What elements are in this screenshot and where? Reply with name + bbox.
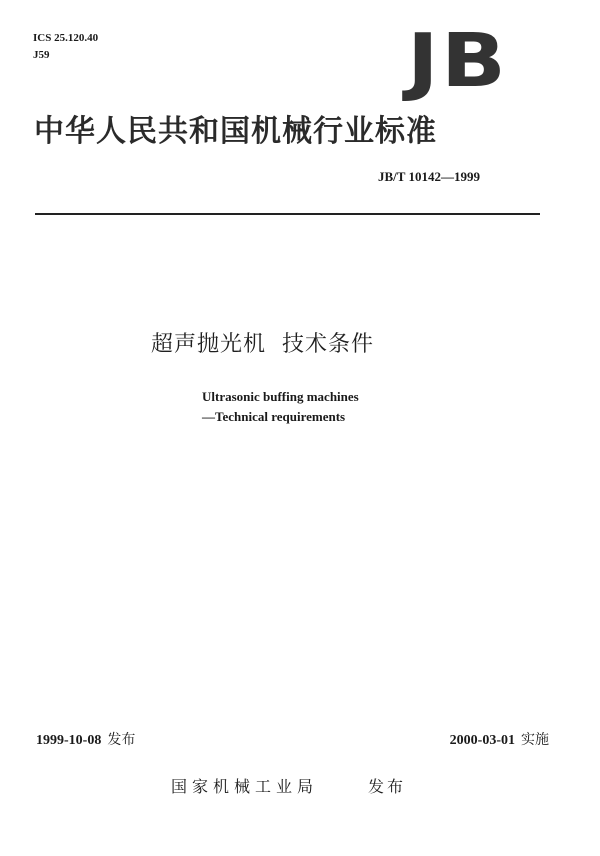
standard-category-title: 中华人民共和国机械行业标准: [34, 114, 437, 149]
title-en-line-1: Ultrasonic buffing machines: [202, 389, 359, 404]
document-title-chinese: 超声抛光机 技术条件: [151, 332, 374, 357]
issuing-authority: 国家机械工业局: [171, 777, 319, 796]
header-divider: [35, 213, 540, 215]
effective-label: 实施: [521, 732, 549, 748]
issuing-action: 发布: [368, 777, 407, 796]
effective-date-block: [450, 731, 549, 750]
standard-number: JB/T 10142—1999: [378, 169, 480, 184]
effective-date: 2000-03-01: [449, 733, 515, 748]
document-title-english: [202, 387, 359, 427]
title-en-line-2: —Technical requirements: [202, 409, 346, 424]
jb-logo: JB: [406, 18, 509, 104]
issue-date-block: [36, 731, 135, 750]
issue-label: 发布: [107, 732, 136, 748]
ics-code: ICS 25.120.40: [33, 32, 99, 44]
ccs-code: J59: [33, 49, 50, 61]
classification-codes: [33, 30, 98, 64]
issue-date: 1999-10-08: [36, 733, 102, 748]
